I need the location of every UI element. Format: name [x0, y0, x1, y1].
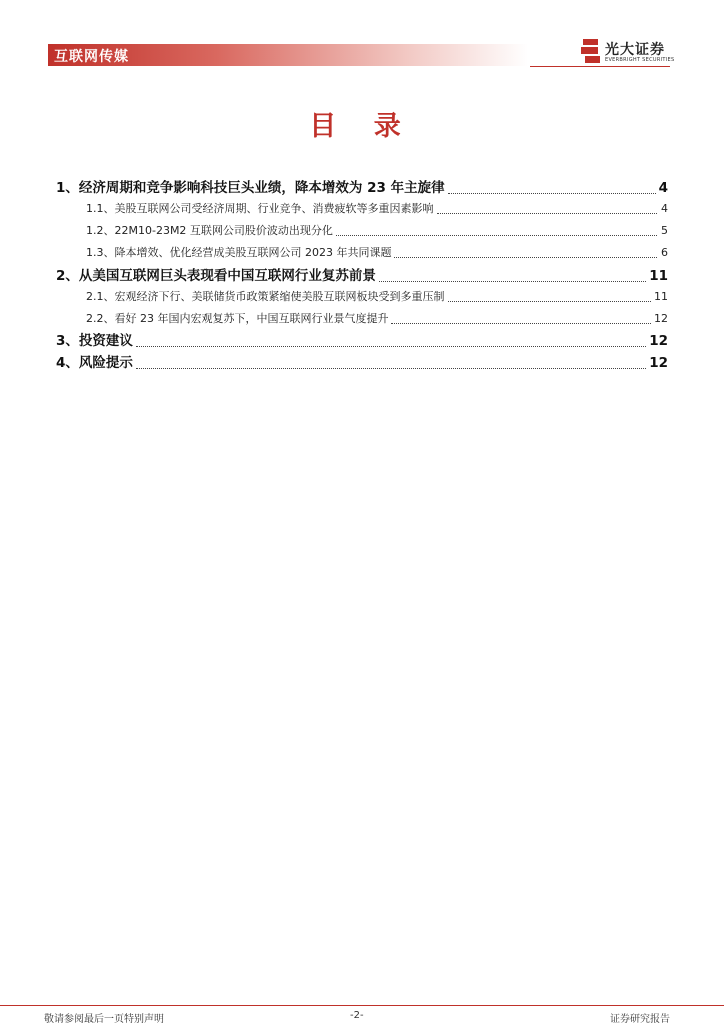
toc-entry-4[interactable]	[56, 351, 668, 371]
toc-entry-2-1[interactable]	[86, 288, 668, 304]
header-divider	[530, 66, 670, 67]
toc-entry-page: 4	[658, 180, 668, 196]
toc-leader-dots	[379, 270, 646, 282]
company-logo	[580, 38, 675, 66]
header-section-title: 互联网传媒	[54, 49, 129, 65]
toc-entry-1[interactable]	[56, 176, 668, 196]
toc-entry-text: 1.1、美股互联网公司受经济周期、行业竞争、消费疲软等多重因素影响	[86, 202, 434, 215]
toc-entry-1-2[interactable]	[86, 222, 668, 238]
toc-entry-text: 4、风险提示	[56, 355, 133, 371]
toc-entry-page: 12	[649, 355, 668, 371]
toc-leader-dots	[437, 202, 658, 214]
everbright-logo-icon	[580, 38, 602, 64]
toc-entry-text: 1、经济周期和竞争影响科技巨头业绩，降本增效为 23 年主旋律	[56, 180, 445, 196]
toc-entry-text: 2.1、宏观经济下行、美联储货币政策紧缩使美股互联网板块受到多重压制	[86, 290, 445, 303]
toc-entry-3[interactable]	[56, 329, 668, 349]
toc-entry-page: 11	[649, 268, 668, 284]
toc-leader-dots	[336, 224, 657, 236]
toc-entry-1-3[interactable]	[86, 244, 668, 260]
footer-disclaimer: 敬请参阅最后一页特别声明	[44, 1014, 164, 1025]
logo-chinese-name: 光大证券	[605, 42, 665, 58]
toc-entry-text: 2.2、看好 23 年国内宏观复苏下，中国互联网行业景气度提升	[86, 312, 389, 325]
toc-entry-page: 6	[661, 246, 668, 259]
toc-entry-page: 4	[661, 202, 668, 215]
toc-leader-dots	[448, 182, 656, 194]
toc-entry-2-2[interactable]	[86, 310, 668, 326]
logo-english-name: EVERBRIGHT SECURITIES	[605, 57, 675, 63]
toc-leader-dots	[136, 357, 646, 369]
toc-leader-dots	[136, 335, 646, 347]
toc-entry-page: 12	[654, 312, 668, 325]
toc-entry-text: 3、投资建议	[56, 333, 133, 349]
toc-entry-text: 1.3、降本增效、优化经营成美股互联网公司 2023 年共同课题	[86, 246, 392, 259]
footer-divider	[0, 1005, 724, 1006]
toc-title: 目 录	[309, 111, 415, 142]
toc-entry-page: 11	[654, 290, 668, 303]
header-section-bar	[48, 44, 528, 66]
toc-entry-2[interactable]	[56, 264, 668, 284]
toc-entry-1-1[interactable]	[86, 200, 668, 216]
toc-entry-page: 12	[649, 333, 668, 349]
toc-entry-text: 2、从美国互联网巨头表现看中国互联网行业复苏前景	[56, 268, 376, 284]
toc-entry-page: 5	[661, 224, 668, 237]
toc-leader-dots	[448, 290, 652, 302]
toc-entry-text: 1.2、22M10-23M2 互联网公司股价波动出现分化	[86, 224, 333, 237]
toc-leader-dots	[394, 246, 657, 258]
toc-leader-dots	[391, 312, 651, 324]
footer-report-type: 证券研究报告	[610, 1014, 670, 1025]
footer-page-number: -2-	[350, 1010, 364, 1021]
